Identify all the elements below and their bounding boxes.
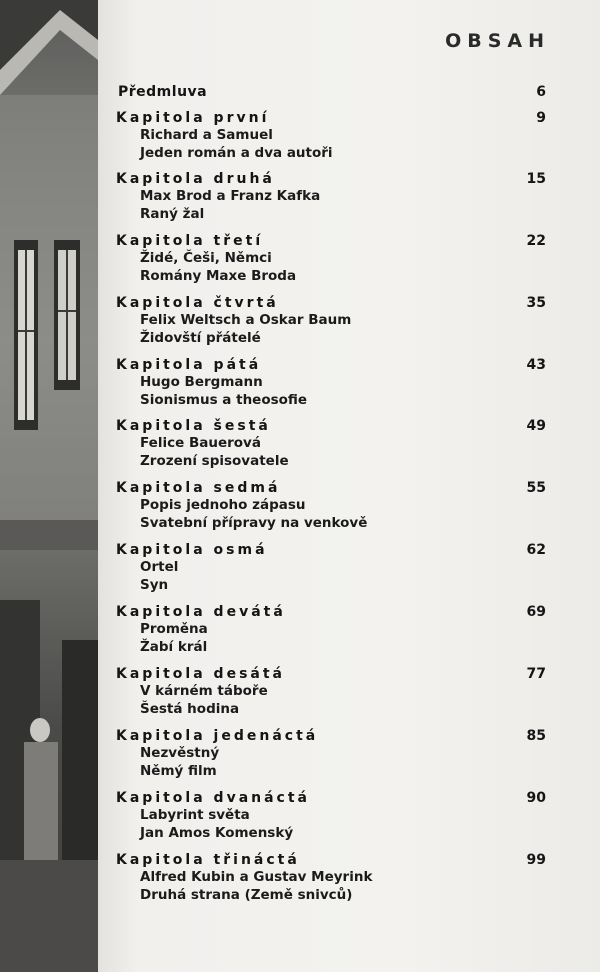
- chapter-title: Kapitola šestá: [116, 418, 271, 434]
- chapter-subtitle: Ortel: [140, 559, 179, 575]
- chapter-subtitle: Žabí král: [140, 639, 208, 655]
- chapter-subtitle: Popis jednoho zápasu: [140, 497, 306, 513]
- chapter-title: Kapitola první: [116, 110, 270, 126]
- chapter-title: Kapitola pátá: [116, 357, 262, 373]
- chapter-title: Kapitola druhá: [116, 171, 275, 187]
- chapter-subtitle: Romány Maxe Broda: [140, 268, 297, 284]
- chapter-page-number: 90: [526, 790, 546, 806]
- chapter-subtitle: Hugo Bergmann: [140, 374, 263, 390]
- chapter-page-number: 77: [526, 666, 546, 682]
- old-building-photo: [0, 0, 98, 972]
- chapter-subtitle: Raný žal: [140, 206, 205, 222]
- toc-page: [98, 0, 600, 972]
- chapter-subtitle: Labyrint světa: [140, 807, 250, 823]
- chapter-subtitle: Židé, Češi, Němci: [140, 250, 272, 266]
- chapter-subtitle: Židovští přátelé: [140, 330, 261, 346]
- chapter-page-number: 69: [526, 604, 546, 620]
- chapter-title: Kapitola osmá: [116, 542, 268, 558]
- chapter-subtitle: V kárném táboře: [140, 683, 268, 699]
- chapter-page-number: 99: [526, 852, 546, 868]
- chapter-subtitle: Svatební přípravy na venkově: [140, 515, 368, 531]
- chapter-subtitle: Němý film: [140, 763, 217, 779]
- chapter-subtitle: Felix Weltsch a Oskar Baum: [140, 312, 352, 328]
- chapter-subtitle: Zrození spisovatele: [140, 453, 289, 469]
- chapter-title: Kapitola desátá: [116, 666, 285, 682]
- chapter-title: Kapitola devátá: [116, 604, 286, 620]
- chapter-subtitle: Druhá strana (Země snivců): [140, 887, 353, 903]
- chapter-title: Kapitola dvanáctá: [116, 790, 310, 806]
- chapter-page-number: 15: [526, 171, 546, 187]
- chapter-subtitle: Felice Bauerová: [140, 435, 261, 451]
- chapter-title: Kapitola jedenáctá: [116, 728, 319, 744]
- chapter-subtitle: Richard a Samuel: [140, 127, 273, 143]
- chapter-subtitle: Sionismus a theosofie: [140, 392, 308, 408]
- chapter-subtitle: Syn: [140, 577, 169, 593]
- chapter-subtitle: Jeden román a dva autoři: [140, 145, 333, 161]
- chapter-page-number: 62: [526, 542, 546, 558]
- chapter-title: Kapitola čtvrtá: [116, 295, 279, 311]
- chapter-page-number: 49: [526, 418, 546, 434]
- toc-page-number: 6: [536, 84, 546, 100]
- chapter-subtitle: Nezvěstný: [140, 745, 220, 761]
- chapter-subtitle: Jan Amos Komenský: [140, 825, 294, 841]
- cover-photo-strip: [0, 0, 98, 972]
- chapter-page-number: 55: [526, 480, 546, 496]
- chapter-page-number: 9: [536, 110, 546, 126]
- page-title: OBSAH: [445, 30, 550, 52]
- chapter-subtitle: Alfred Kubin a Gustav Meyrink: [140, 869, 373, 885]
- chapter-page-number: 85: [526, 728, 546, 744]
- chapter-title: Kapitola třetí: [116, 233, 264, 249]
- chapter-subtitle: Šestá hodina: [140, 701, 240, 717]
- toc-entry-title: Předmluva: [118, 84, 208, 100]
- chapter-page-number: 43: [526, 357, 546, 373]
- chapter-subtitle: Max Brod a Franz Kafka: [140, 188, 321, 204]
- chapter-title: Kapitola sedmá: [116, 480, 281, 496]
- chapter-title: Kapitola třináctá: [116, 852, 300, 868]
- chapter-page-number: 35: [526, 295, 546, 311]
- chapter-page-number: 22: [526, 233, 546, 249]
- chapter-subtitle: Proměna: [140, 621, 208, 637]
